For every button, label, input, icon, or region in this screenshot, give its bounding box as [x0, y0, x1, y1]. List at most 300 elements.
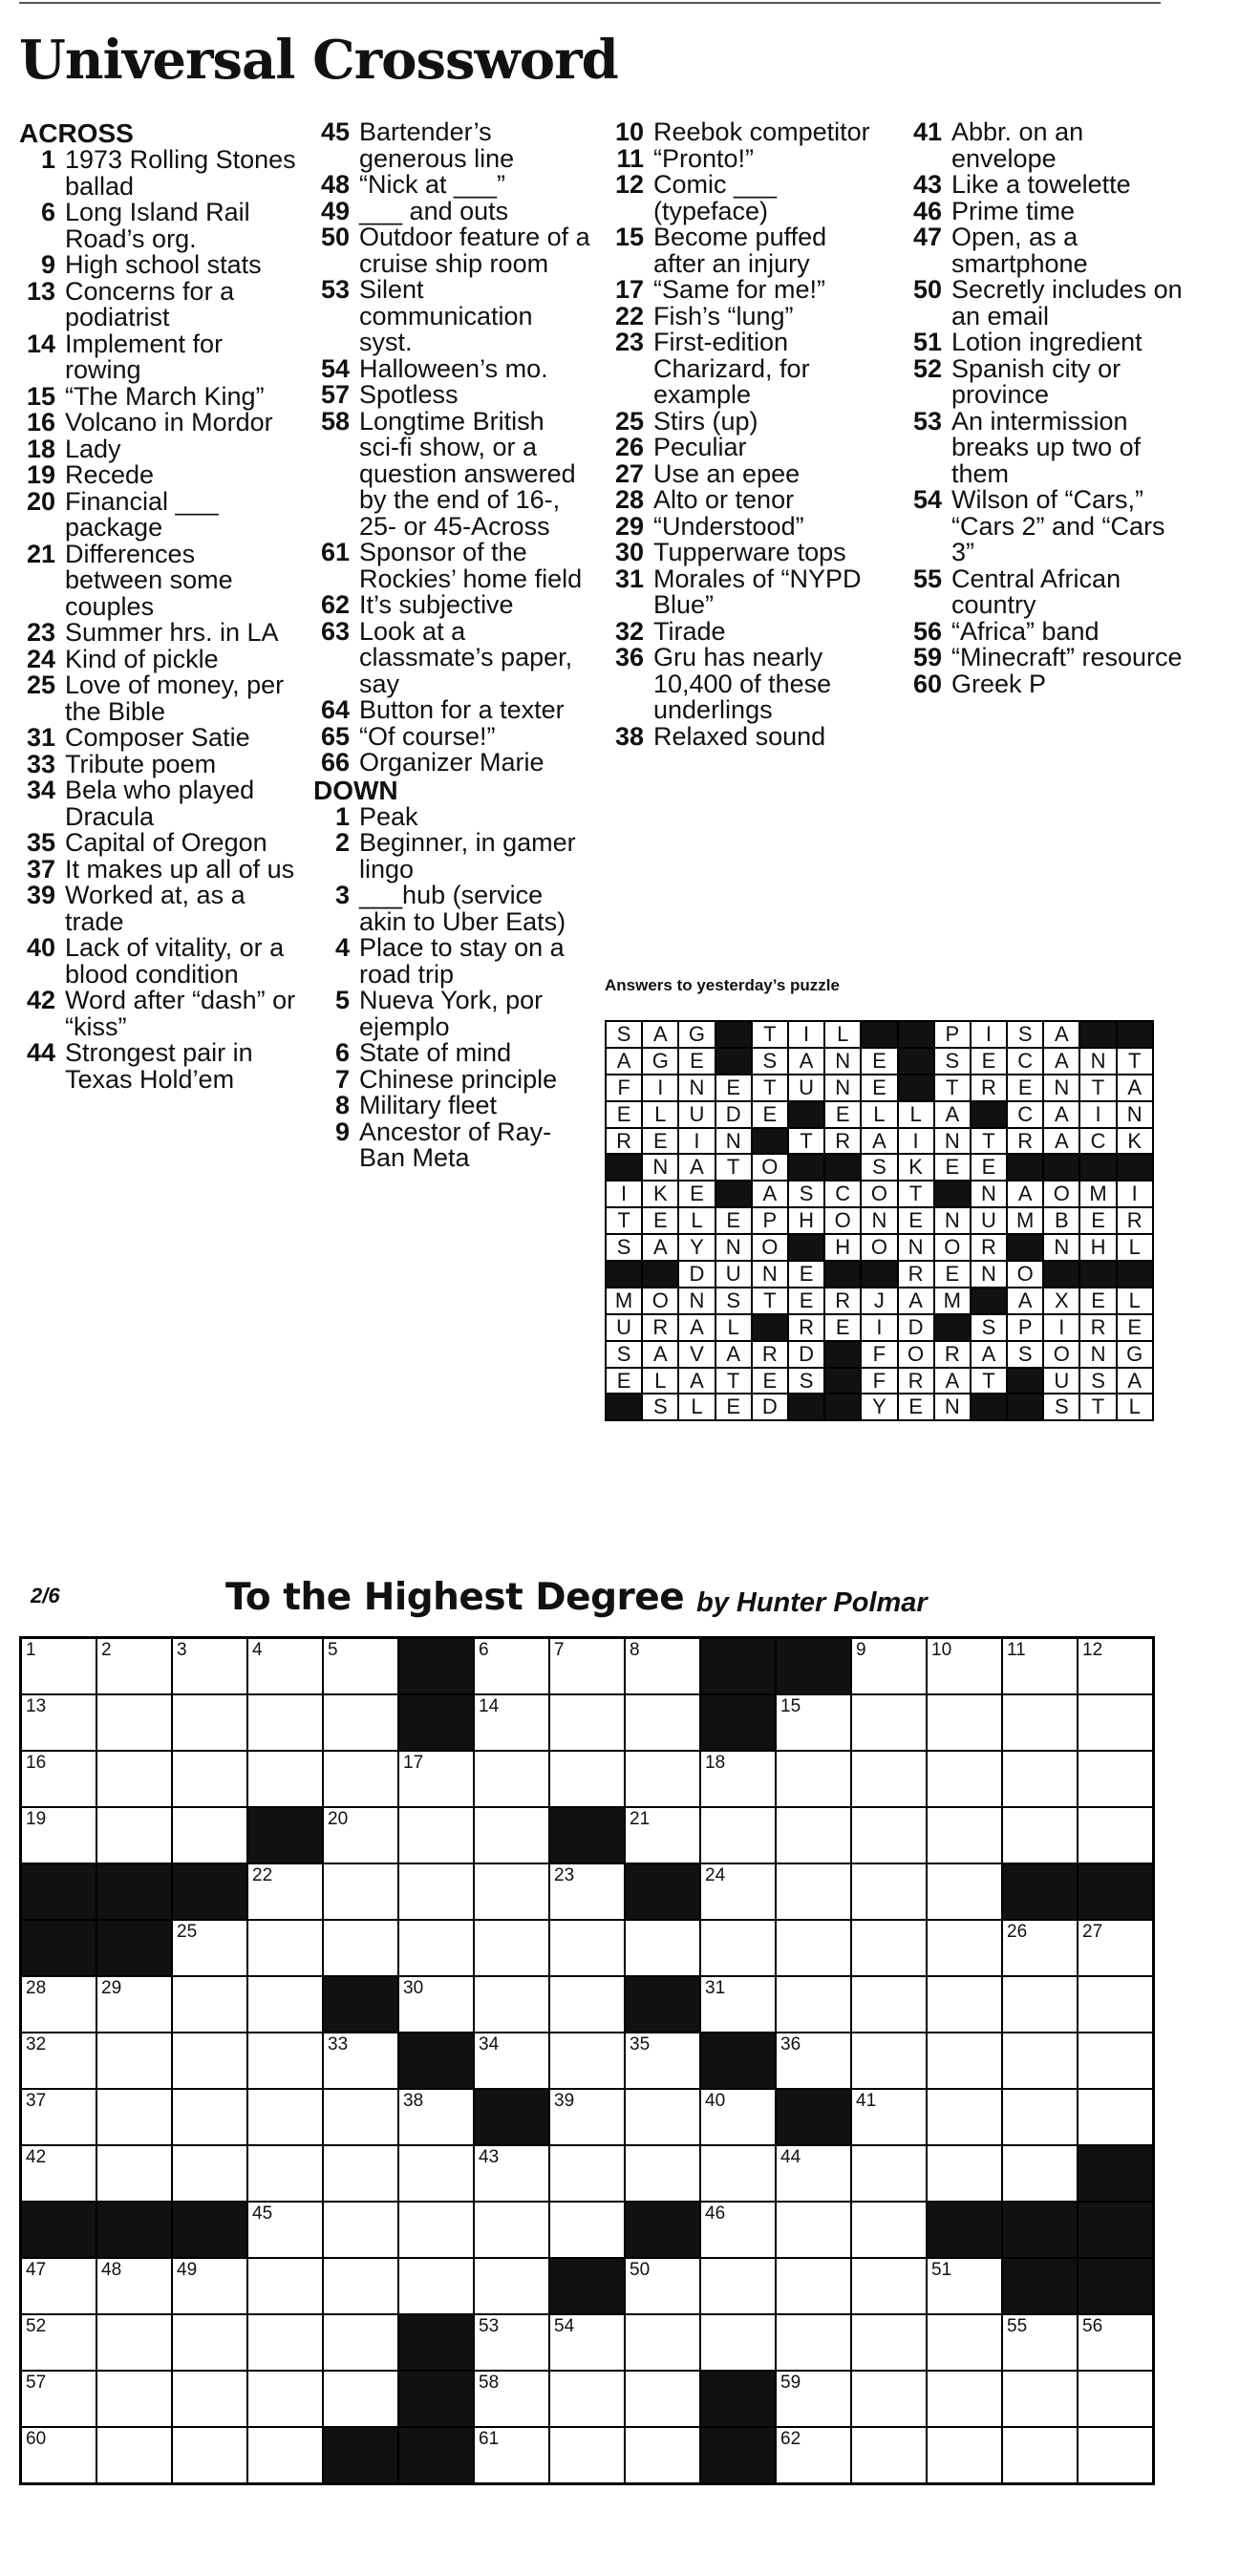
clue-number: 13	[26, 276, 55, 306]
grid-cell[interactable]	[776, 2371, 851, 2427]
grid-cell[interactable]	[700, 1751, 776, 1807]
across-clue-25[interactable]	[19, 672, 296, 725]
grid-cell[interactable]	[474, 1920, 549, 1976]
answer-letter: E	[1079, 1288, 1116, 1314]
across-clue-58[interactable]	[313, 406, 590, 541]
answer-letter: H	[824, 1234, 861, 1261]
grid-cell[interactable]	[247, 2427, 323, 2483]
grid-cell[interactable]	[474, 2202, 549, 2258]
down-clue-7[interactable]	[313, 1064, 590, 1094]
grid-cell[interactable]	[1078, 1976, 1153, 2033]
grid-cell[interactable]	[1078, 1694, 1153, 1751]
grid-cell[interactable]	[776, 2145, 851, 2202]
grid-cell[interactable]	[1002, 2371, 1078, 2427]
grid-cell[interactable]	[625, 2145, 700, 2202]
grid-cell[interactable]	[172, 1638, 247, 1694]
grid-cell[interactable]	[549, 1638, 625, 1694]
puzzle-author: by Hunter Polmar	[696, 1587, 928, 1618]
grid-cell[interactable]	[21, 1751, 96, 1807]
grid-cell[interactable]	[474, 1751, 549, 1807]
grid-cell[interactable]	[172, 1751, 247, 1807]
down-clue-31[interactable]	[608, 566, 885, 619]
grid-cell[interactable]	[851, 2033, 927, 2089]
grid-cell[interactable]	[474, 2427, 549, 2483]
across-clue-15[interactable]	[19, 381, 296, 411]
grid-cell[interactable]	[549, 1863, 625, 1920]
grid-cell[interactable]	[776, 2202, 851, 2258]
grid-cell[interactable]	[247, 2314, 323, 2371]
grid-cell[interactable]	[927, 2314, 1002, 2371]
grid-cell[interactable]	[474, 1863, 549, 1920]
answer-letter: F	[861, 1341, 897, 1368]
across-clue-42[interactable]	[19, 988, 296, 1040]
down-clue-59[interactable]	[906, 645, 1183, 671]
down-clue-1[interactable]	[313, 801, 590, 831]
grid-cell[interactable]	[700, 1976, 776, 2033]
grid-cell[interactable]	[21, 2258, 96, 2314]
clue-number: 54	[320, 353, 350, 383]
grid-cell[interactable]	[776, 1920, 851, 1976]
grid-cell[interactable]	[1002, 1807, 1078, 1863]
down-clue-36[interactable]	[608, 645, 885, 724]
grid-cell[interactable]	[851, 2258, 927, 2314]
grid-cell[interactable]	[549, 1920, 625, 1976]
grid-cell[interactable]	[700, 2089, 776, 2145]
grid-cell[interactable]	[851, 1863, 927, 1920]
grid-cell[interactable]	[96, 1807, 172, 1863]
grid-cell[interactable]	[549, 2202, 625, 2258]
across-clue-16[interactable]	[19, 410, 296, 436]
grid-cell[interactable]	[549, 2427, 625, 2483]
grid-cell[interactable]	[398, 2202, 474, 2258]
down-clue-15[interactable]	[608, 224, 885, 277]
grid-cell[interactable]	[700, 2145, 776, 2202]
grid-cell[interactable]	[323, 2371, 398, 2427]
grid-cell[interactable]	[851, 2089, 927, 2145]
down-clue-27[interactable]	[608, 458, 885, 488]
grid-cell[interactable]	[851, 1807, 927, 1863]
down-clue-5[interactable]	[313, 988, 590, 1040]
grid-cell[interactable]	[172, 1694, 247, 1751]
clue-number: 14	[26, 329, 55, 358]
grid-cell[interactable]	[1078, 1751, 1153, 1807]
grid-cell[interactable]	[96, 1694, 172, 1751]
grid-cell[interactable]	[398, 1807, 474, 1863]
across-clue-57[interactable]	[313, 382, 590, 409]
grid-cell[interactable]	[474, 2314, 549, 2371]
grid-cell[interactable]	[927, 1863, 1002, 1920]
clue-text: Central African country	[951, 564, 1121, 619]
answer-letter: O	[934, 1234, 971, 1261]
across-clue-20[interactable]	[19, 486, 296, 542]
grid-cell[interactable]	[172, 2371, 247, 2427]
answer-block	[824, 1394, 861, 1420]
grid-cell[interactable]	[247, 2258, 323, 2314]
across-clue-1[interactable]	[19, 147, 296, 200]
grid-cell[interactable]	[1002, 1976, 1078, 2033]
across-clue-64[interactable]	[313, 697, 590, 724]
grid-cell[interactable]	[247, 1638, 323, 1694]
grid-cell[interactable]	[549, 2145, 625, 2202]
clue-number: 52	[912, 353, 942, 383]
across-clue-65[interactable]	[313, 721, 590, 751]
grid-cell[interactable]	[776, 2258, 851, 2314]
clue-number: 31	[26, 723, 55, 752]
grid-cell[interactable]	[927, 1807, 1002, 1863]
grid-cell[interactable]	[625, 2314, 700, 2371]
grid-cell[interactable]	[474, 2145, 549, 2202]
down-clue-10[interactable]	[608, 119, 885, 146]
grid-cell[interactable]	[474, 1694, 549, 1751]
down-clue-26[interactable]	[608, 435, 885, 461]
across-clue-62[interactable]	[313, 592, 590, 619]
across-clue-31[interactable]	[19, 725, 296, 752]
grid-cell[interactable]	[700, 1863, 776, 1920]
grid-cell[interactable]	[247, 1920, 323, 1976]
down-clue-4[interactable]	[313, 935, 590, 988]
grid-cell[interactable]	[96, 1751, 172, 1807]
grid-cell[interactable]	[247, 2371, 323, 2427]
grid-cell[interactable]	[1078, 1920, 1153, 1976]
down-clue-30[interactable]	[608, 540, 885, 566]
grid-cell[interactable]	[700, 1920, 776, 1976]
down-clue-23[interactable]	[608, 330, 885, 409]
grid-cell[interactable]	[776, 2033, 851, 2089]
down-clue-56[interactable]	[906, 616, 1183, 646]
grid-cell[interactable]	[172, 2314, 247, 2371]
grid-cell[interactable]	[1078, 2033, 1153, 2089]
grid-cell[interactable]	[247, 2202, 323, 2258]
cell-number: 49	[177, 2260, 198, 2280]
grid-cell[interactable]	[398, 1751, 474, 1807]
down-clue-55[interactable]	[906, 566, 1183, 619]
grid-cell[interactable]	[247, 2145, 323, 2202]
grid-cell[interactable]	[1002, 2145, 1078, 2202]
grid-cell[interactable]	[398, 2258, 474, 2314]
grid-cell[interactable]	[1078, 2314, 1153, 2371]
grid-cell[interactable]	[851, 1920, 927, 1976]
grid-cell[interactable]	[323, 2258, 398, 2314]
down-clue-60[interactable]	[906, 671, 1183, 698]
answer-letter: Y	[861, 1394, 897, 1420]
grid-cell[interactable]	[1002, 2033, 1078, 2089]
across-clue-63[interactable]	[313, 616, 590, 698]
grid-cell[interactable]	[398, 1976, 474, 2033]
grid-cell[interactable]	[247, 1751, 323, 1807]
across-clue-6[interactable]	[19, 200, 296, 252]
grid-cell[interactable]	[21, 2145, 96, 2202]
down-clue-12[interactable]	[608, 172, 885, 224]
grid-cell[interactable]	[474, 1638, 549, 1694]
down-clue-32[interactable]	[608, 616, 885, 646]
grid-cell[interactable]	[474, 2371, 549, 2427]
down-clue-53[interactable]	[906, 406, 1183, 488]
grid-cell[interactable]	[1078, 1807, 1153, 1863]
down-clue-17[interactable]	[608, 277, 885, 304]
grid-cell[interactable]	[323, 1638, 398, 1694]
down-clue-6[interactable]	[313, 1040, 590, 1067]
grid-cell[interactable]	[927, 1920, 1002, 1976]
grid-cell[interactable]	[625, 1694, 700, 1751]
grid-cell[interactable]	[172, 2033, 247, 2089]
across-clue-54[interactable]	[313, 353, 590, 383]
answer-letter: N	[934, 1394, 971, 1420]
grid-cell[interactable]	[776, 1807, 851, 1863]
grid-cell[interactable]	[625, 2371, 700, 2427]
grid-cell[interactable]	[700, 1807, 776, 1863]
across-clue-44[interactable]	[19, 1040, 296, 1093]
grid-cell[interactable]	[1078, 1638, 1153, 1694]
across-clue-34[interactable]	[19, 777, 296, 830]
down-clue-50[interactable]	[906, 277, 1183, 330]
grid-cell[interactable]	[96, 1976, 172, 2033]
grid-cell[interactable]	[927, 2033, 1002, 2089]
grid-cell[interactable]	[323, 1863, 398, 1920]
grid-cell[interactable]	[247, 2089, 323, 2145]
down-clue-46[interactable]	[906, 196, 1183, 225]
down-clue-52[interactable]	[906, 353, 1183, 409]
grid-cell[interactable]	[172, 1807, 247, 1863]
across-clue-48[interactable]	[313, 172, 590, 199]
grid-cell[interactable]	[549, 1751, 625, 1807]
grid-cell[interactable]	[474, 1976, 549, 2033]
grid-cell[interactable]	[851, 2202, 927, 2258]
grid-cell[interactable]	[851, 2371, 927, 2427]
grid-cell[interactable]	[625, 2427, 700, 2483]
grid-cell[interactable]	[323, 1751, 398, 1807]
grid-cell[interactable]	[323, 1694, 398, 1751]
grid-cell[interactable]	[474, 2258, 549, 2314]
grid-cell[interactable]	[1078, 2371, 1153, 2427]
grid-cell[interactable]	[21, 2033, 96, 2089]
grid-cell[interactable]	[247, 1976, 323, 2033]
grid-cell[interactable]	[625, 2258, 700, 2314]
across-clue-21[interactable]	[19, 539, 296, 621]
answer-block	[861, 1021, 897, 1048]
grid-cell[interactable]	[21, 2427, 96, 2483]
grid-cell[interactable]	[96, 2089, 172, 2145]
grid-cell[interactable]	[851, 2145, 927, 2202]
grid-cell[interactable]	[398, 2145, 474, 2202]
down-clue-2[interactable]	[313, 830, 590, 883]
down-clue-29[interactable]	[608, 511, 885, 541]
across-clue-53[interactable]	[313, 277, 590, 356]
across-clue-66[interactable]	[313, 750, 590, 777]
across-clue-61[interactable]	[313, 540, 590, 592]
grid-cell[interactable]	[851, 2427, 927, 2483]
grid-cell[interactable]	[474, 1807, 549, 1863]
answer-letter: R	[752, 1341, 788, 1368]
grid-cell[interactable]	[625, 1920, 700, 1976]
grid-cell[interactable]	[1078, 2427, 1153, 2483]
down-clue-28[interactable]	[608, 487, 885, 514]
grid-cell[interactable]	[1002, 1638, 1078, 1694]
down-clue-54[interactable]	[906, 487, 1183, 566]
grid-cell[interactable]	[21, 2089, 96, 2145]
across-clue-33[interactable]	[19, 749, 296, 778]
grid-cell[interactable]	[625, 2033, 700, 2089]
grid-cell[interactable]	[21, 1976, 96, 2033]
grid-cell[interactable]	[927, 1751, 1002, 1807]
grid-cell[interactable]	[323, 2145, 398, 2202]
grid-cell[interactable]	[700, 2202, 776, 2258]
grid-cell[interactable]	[21, 1638, 96, 1694]
grid-cell[interactable]	[474, 2033, 549, 2089]
cell-number: 8	[630, 1640, 640, 1660]
answer-letter: I	[898, 1128, 934, 1155]
grid-block	[21, 1920, 96, 1976]
grid-cell[interactable]	[927, 2371, 1002, 2427]
across-clue-23[interactable]	[19, 620, 296, 647]
grid-cell[interactable]	[21, 2314, 96, 2371]
answer-letter: E	[934, 1154, 971, 1181]
down-clue-47[interactable]	[906, 224, 1183, 277]
grid-cell[interactable]	[776, 1863, 851, 1920]
answer-letter: E	[1007, 1075, 1043, 1101]
down-clue-43[interactable]	[906, 172, 1183, 199]
answer-letter: L	[715, 1314, 752, 1341]
across-clue-50[interactable]	[313, 224, 590, 277]
grid-cell[interactable]	[625, 2089, 700, 2145]
grid-cell[interactable]	[1002, 2314, 1078, 2371]
across-clue-9[interactable]	[19, 252, 296, 279]
answer-letter: C	[1007, 1048, 1043, 1075]
grid-cell[interactable]	[172, 1976, 247, 2033]
down-clue-8[interactable]	[313, 1093, 590, 1119]
grid-cell[interactable]	[927, 2258, 1002, 2314]
clue-number: 31	[614, 564, 644, 593]
answer-letter: S	[1007, 1341, 1043, 1368]
down-clue-3[interactable]	[313, 883, 590, 935]
grid-cell[interactable]	[96, 1638, 172, 1694]
across-clue-37[interactable]	[19, 854, 296, 884]
grid-cell[interactable]	[247, 2033, 323, 2089]
grid-cell[interactable]	[1078, 2089, 1153, 2145]
across-clue-19[interactable]	[19, 462, 296, 489]
grid-cell[interactable]	[700, 2258, 776, 2314]
grid-cell[interactable]	[851, 1694, 927, 1751]
across-clue-49[interactable]	[313, 196, 590, 225]
grid-cell[interactable]	[323, 2202, 398, 2258]
across-clue-13[interactable]	[19, 276, 296, 331]
across-clue-40[interactable]	[19, 935, 296, 988]
grid-cell[interactable]	[21, 1694, 96, 1751]
answer-letter: L	[824, 1021, 861, 1048]
grid-block	[172, 2202, 247, 2258]
grid-cell[interactable]	[927, 2145, 1002, 2202]
grid-cell[interactable]	[625, 1638, 700, 1694]
grid-cell[interactable]	[549, 2371, 625, 2427]
grid-cell[interactable]	[96, 2258, 172, 2314]
grid-cell[interactable]	[172, 2427, 247, 2483]
grid-cell[interactable]	[323, 1807, 398, 1863]
answer-letter: A	[678, 1154, 715, 1181]
grid-cell[interactable]	[700, 2314, 776, 2371]
down-clue-51[interactable]	[906, 330, 1183, 356]
grid-cell[interactable]	[927, 2427, 1002, 2483]
answer-letter: U	[1043, 1368, 1079, 1394]
across-clue-45[interactable]	[313, 119, 590, 172]
down-clue-38[interactable]	[608, 721, 885, 751]
grid-cell[interactable]	[927, 1638, 1002, 1694]
grid-cell[interactable]	[776, 2427, 851, 2483]
grid-cell[interactable]	[172, 2258, 247, 2314]
grid-cell[interactable]	[549, 2033, 625, 2089]
grid-cell[interactable]	[549, 1976, 625, 2033]
across-clue-18[interactable]	[19, 436, 296, 463]
grid-cell[interactable]	[323, 2033, 398, 2089]
grid-cell[interactable]	[851, 1638, 927, 1694]
top-rule	[19, 2, 1161, 4]
grid-cell[interactable]	[96, 2427, 172, 2483]
grid-cell[interactable]	[625, 1751, 700, 1807]
grid-cell[interactable]	[927, 2089, 1002, 2145]
grid-cell[interactable]	[398, 1863, 474, 1920]
grid-cell[interactable]	[96, 2314, 172, 2371]
grid-cell[interactable]	[172, 2145, 247, 2202]
cell-number: 29	[101, 1978, 122, 1998]
grid-cell[interactable]	[625, 1807, 700, 1863]
grid-cell[interactable]	[549, 2089, 625, 2145]
grid-block	[323, 1976, 398, 2033]
down-clue-9[interactable]	[313, 1119, 590, 1172]
grid-cell[interactable]	[549, 2314, 625, 2371]
grid-cell[interactable]	[851, 2314, 927, 2371]
grid-cell[interactable]	[398, 1920, 474, 1976]
grid-cell[interactable]	[927, 1694, 1002, 1751]
grid-cell[interactable]	[172, 2089, 247, 2145]
grid-cell[interactable]	[21, 2371, 96, 2427]
grid-cell[interactable]	[776, 1976, 851, 2033]
down-clue-11[interactable]	[608, 143, 885, 173]
across-clue-35[interactable]	[19, 830, 296, 857]
grid-cell[interactable]	[776, 1694, 851, 1751]
down-clue-41[interactable]	[906, 119, 1183, 172]
across-clue-39[interactable]	[19, 883, 296, 935]
grid-cell[interactable]	[96, 2033, 172, 2089]
grid-cell[interactable]	[398, 2089, 474, 2145]
grid-cell[interactable]	[927, 1976, 1002, 2033]
answer-letter: I	[1043, 1314, 1079, 1341]
down-clue-22[interactable]	[608, 301, 885, 330]
grid-cell[interactable]	[323, 2089, 398, 2145]
grid-cell[interactable]	[21, 1807, 96, 1863]
down-clue-25[interactable]	[608, 406, 885, 436]
grid-cell[interactable]	[1002, 2427, 1078, 2483]
grid-cell[interactable]	[1002, 1751, 1078, 1807]
grid-cell[interactable]	[851, 1976, 927, 2033]
grid-cell[interactable]	[247, 1694, 323, 1751]
grid-cell[interactable]	[323, 2314, 398, 2371]
grid-cell[interactable]	[1002, 1920, 1078, 1976]
across-clue-14[interactable]	[19, 331, 296, 384]
grid-cell[interactable]	[776, 2314, 851, 2371]
grid-cell[interactable]	[776, 1751, 851, 1807]
grid-cell[interactable]	[96, 2145, 172, 2202]
grid-cell[interactable]	[851, 1751, 927, 1807]
grid-cell[interactable]	[172, 1920, 247, 1976]
grid-cell[interactable]	[247, 1863, 323, 1920]
grid-cell[interactable]	[96, 2371, 172, 2427]
answer-letter: T	[1079, 1394, 1116, 1420]
grid-cell[interactable]	[323, 1920, 398, 1976]
grid-cell[interactable]	[1002, 1694, 1078, 1751]
grid-cell[interactable]	[1002, 2089, 1078, 2145]
across-clue-24[interactable]	[19, 644, 296, 673]
grid-cell[interactable]	[549, 1694, 625, 1751]
answer-letter: R	[898, 1261, 934, 1288]
clue-number: 11	[616, 143, 644, 173]
